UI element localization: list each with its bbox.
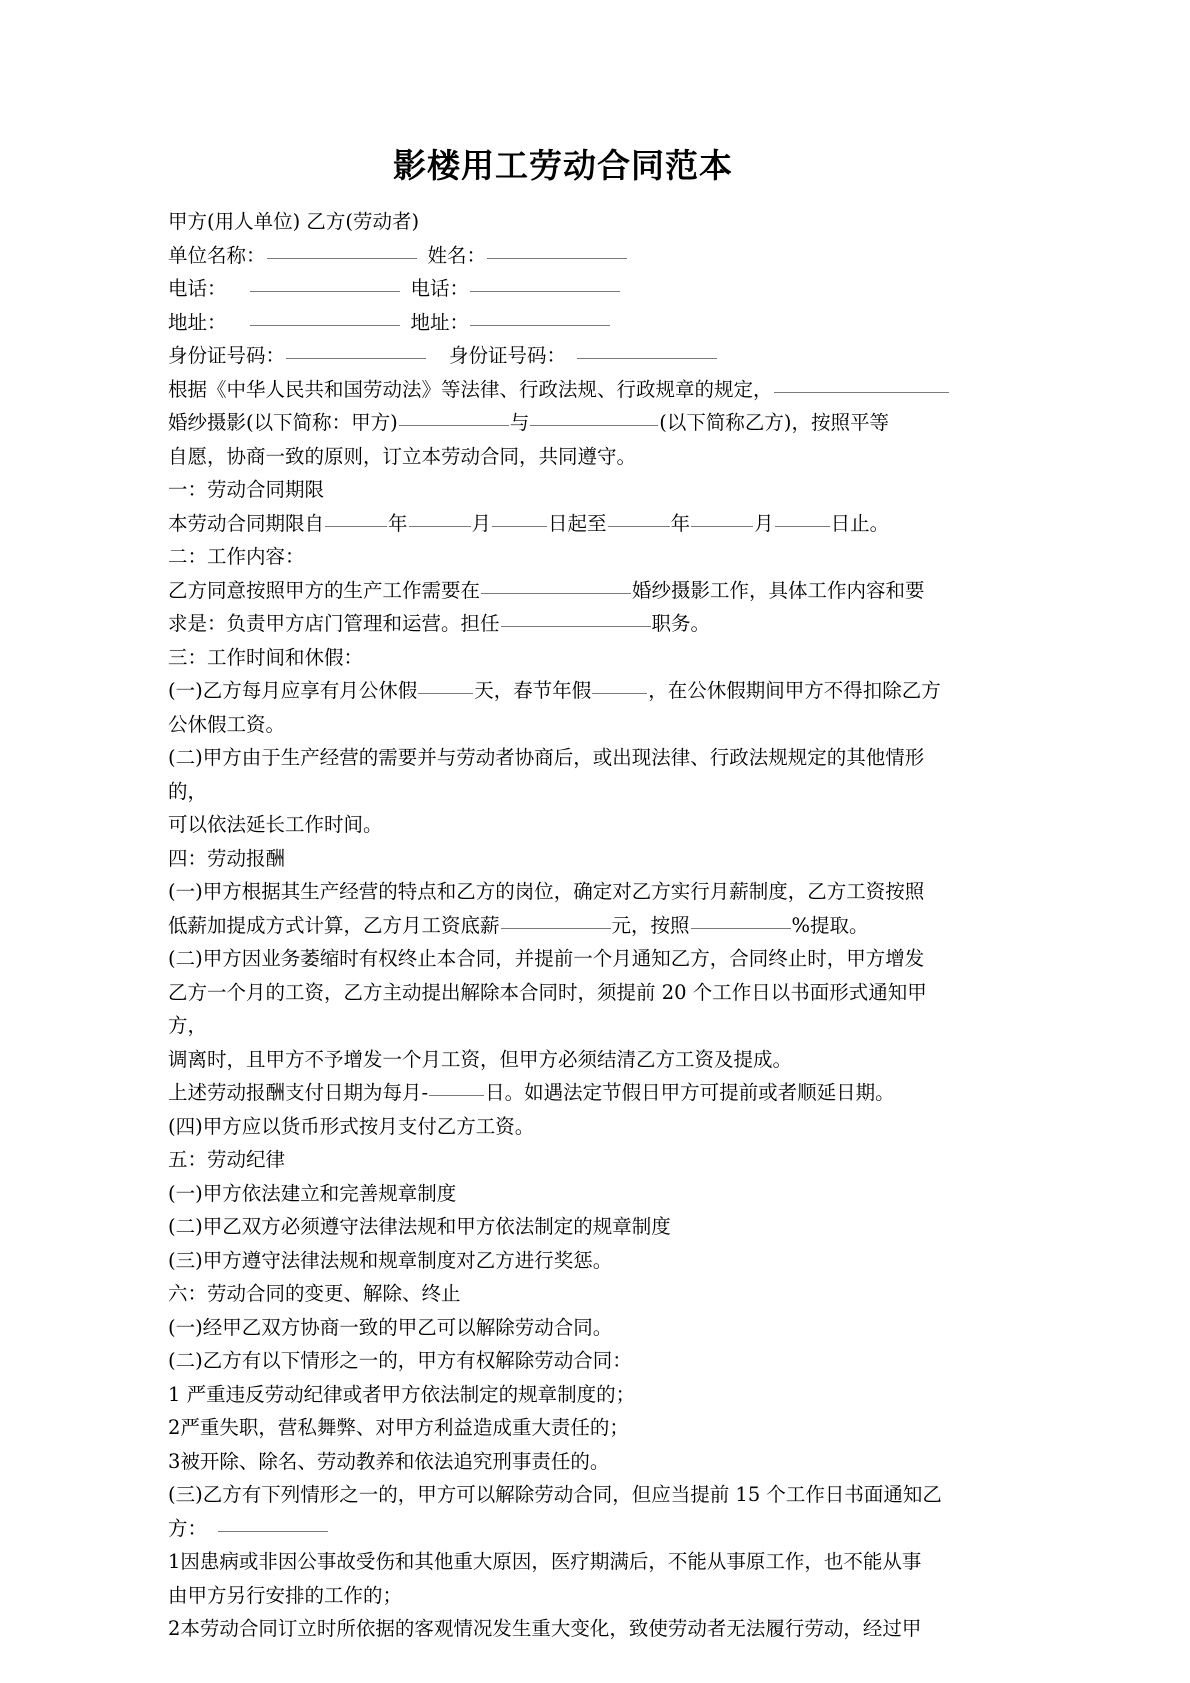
term-blank-year-start[interactable] <box>325 525 387 527</box>
field-label-name: 姓名： <box>427 243 487 267</box>
field-blank-unit-name[interactable] <box>267 257 417 259</box>
field-label-unit-name: 单位名称： <box>168 243 266 267</box>
notice-text-b: 方： <box>168 1516 208 1540</box>
field-label-address-b: 地址： <box>410 310 470 334</box>
term-blank-month-end[interactable] <box>691 525 753 527</box>
holiday-blank-days[interactable] <box>418 692 473 694</box>
term-text-b: 年 <box>388 511 408 535</box>
notice-line-2 <box>168 1512 958 1546</box>
section-heading-4: 四：劳动报酬 <box>168 846 286 870</box>
term-text-c: 月 <box>471 511 492 535</box>
wage-blank-commission-rate[interactable] <box>691 927 791 929</box>
holiday-text-a: (一)乙方每月应享有月公休假 <box>168 679 418 702</box>
field-blank-address-b[interactable] <box>470 324 610 326</box>
field-blank-id-b[interactable] <box>577 357 717 359</box>
discipline-line-3: (三)甲方遵守法律法规和规章制度对乙方进行奖惩。 <box>168 1248 613 1272</box>
notice-item-1b: 由甲方另行安排的工作的； <box>168 1583 403 1607</box>
pay-date-text-a: 上述劳动报酬支付日期为每月- <box>168 1081 429 1104</box>
pay-date-line <box>168 1076 958 1110</box>
field-label-phone-a: 电话： <box>168 277 227 300</box>
term-blank-day-end[interactable] <box>775 525 830 527</box>
section-heading-3: 三：工作时间和休假： <box>168 645 364 669</box>
field-blank-id-a[interactable] <box>286 357 426 359</box>
field-label-id-b: 身份证号码： <box>449 344 567 367</box>
term-text-g: 日止。 <box>830 511 890 535</box>
section-heading-5: 五：劳动纪律 <box>168 1148 286 1171</box>
holiday-text-c: ，在公休假期间甲方不得扣除乙方 <box>648 679 941 702</box>
work-text-b: 婚纱摄影工作，具体工作内容和要 <box>632 578 925 602</box>
wage-text-d: %提取。 <box>791 913 869 937</box>
change-item-3: 3被开除、除名、劳动教养和依法追究刑事责任的。 <box>168 1449 610 1473</box>
field-label-address-a: 地址： <box>168 310 227 334</box>
preamble-line-3: 自愿，协商一致的原则，订立本劳动合同，共同遵守。 <box>168 444 637 468</box>
termination-line-2: 乙方一个月的工资，乙方主动提出解除本合同时，须提前 20 个工作日以书面形式通知甲方， <box>168 980 927 1037</box>
preamble-text-2b: 与 <box>509 411 530 434</box>
overtime-line-2: 的， <box>168 779 208 803</box>
wage-blank-base-salary[interactable] <box>501 927 611 929</box>
holiday-text-b: 天，春节年假 <box>474 679 592 702</box>
field-blank-address-a[interactable] <box>250 324 400 326</box>
preamble-line-2 <box>168 406 958 440</box>
field-row-address <box>168 306 958 340</box>
term-text-a: 本劳动合同期限自 <box>168 511 325 535</box>
term-blank-month-start[interactable] <box>409 525 471 527</box>
change-line-1: (一)经甲乙双方协商一致的甲乙可以解除劳动合同。 <box>168 1315 613 1339</box>
termination-line-3: 调离时，且甲方不予增发一个月工资，但甲方必须结清乙方工资及提成。 <box>168 1047 793 1071</box>
currency-payment-line: (四)甲方应以货币形式按月支付乙方工资。 <box>168 1114 535 1138</box>
section-heading-6: 六：劳动合同的变更、解除、终止 <box>168 1282 461 1305</box>
field-blank-phone-b[interactable] <box>470 290 620 292</box>
preamble-text-2c: (以下简称乙方)，按照平等 <box>659 411 889 434</box>
preamble-blank-1[interactable] <box>774 391 949 393</box>
parties-header: 甲方(用人单位) 乙方(劳动者) <box>168 210 420 233</box>
holiday-blank-spring-festival[interactable] <box>592 692 647 694</box>
wage-text-b: 低薪加提成方式计算，乙方月工资底薪 <box>168 913 500 937</box>
field-row-phone <box>168 272 958 306</box>
termination-line-1: (二)甲方因业务萎缩时有权终止本合同，并提前一个月通知乙方，合同终止时，甲方增发 <box>168 947 925 970</box>
work-content-line-1 <box>168 574 958 608</box>
field-blank-phone-a[interactable] <box>250 290 400 292</box>
field-blank-name[interactable] <box>487 257 627 259</box>
preamble-line-1 <box>168 373 958 407</box>
notice-line-1: (三)乙方有下列情形之一的，甲方可以解除劳动合同，但应当提前 15 个工作日书面通知乙 <box>168 1483 942 1506</box>
work-blank-location[interactable] <box>481 592 631 594</box>
wage-text-c: 元，按照 <box>611 913 690 937</box>
holiday-line-2: 公休假工资。 <box>168 712 286 736</box>
discipline-line-1: (一)甲方依法建立和完善规章制度 <box>168 1181 457 1205</box>
pay-date-blank[interactable] <box>429 1094 484 1096</box>
field-row-unit-name <box>168 239 958 273</box>
section-heading-2: 二：工作内容： <box>168 545 305 568</box>
term-text-f: 月 <box>754 511 774 535</box>
change-line-2: (二)乙方有以下情形之一的，甲方有权解除劳动合同： <box>168 1349 632 1372</box>
contract-term-line <box>168 507 958 541</box>
overtime-line-1: (二)甲方由于生产经营的需要并与劳动者协商后，或出现法律、行政法规规定的其他情形 <box>168 746 925 769</box>
holiday-line-1 <box>168 674 958 708</box>
wage-line-1: (一)甲方根据其生产经营的特点和乙方的岗位，确定对乙方实行月薪制度，乙方工资按照 <box>168 880 925 903</box>
page-title: 影楼用工劳动合同范本 <box>393 146 733 185</box>
field-label-phone-b: 电话： <box>410 277 470 300</box>
notice-item-2: 2本劳动合同订立时所依据的客观情况发生重大变化，致使劳动者无法履行劳动，经过甲 <box>168 1617 922 1640</box>
term-blank-day-start[interactable] <box>492 525 547 527</box>
work-text-a: 乙方同意按照甲方的生产工作需要在 <box>168 578 481 602</box>
overtime-line-3: 可以依法延长工作时间。 <box>168 813 383 836</box>
discipline-line-2: (二)甲乙双方必须遵守法律法规和甲方依法制定的规章制度 <box>168 1215 671 1238</box>
preamble-text-2a: 婚纱摄影(以下简称：甲方) <box>168 411 398 434</box>
preamble-blank-2a[interactable] <box>399 424 509 426</box>
change-item-1: 1 严重违反劳动纪律或者甲方依法制定的规章制度的； <box>168 1382 636 1406</box>
document-body <box>168 143 958 1646</box>
section-heading-1: 一：劳动合同期限 <box>168 478 325 501</box>
wage-line-2 <box>168 909 958 943</box>
work-text-d: 职务。 <box>651 612 711 635</box>
pay-date-text-b: 日。如遇法定节假日甲方可提前或者顺延日期。 <box>485 1081 895 1104</box>
term-blank-year-end[interactable] <box>608 525 670 527</box>
field-row-id-number <box>168 339 958 373</box>
term-text-e: 年 <box>670 511 691 535</box>
term-text-d: 日起至 <box>548 511 607 535</box>
work-text-c: 求是：负责甲方店门管理和运营。担任 <box>168 612 500 635</box>
work-blank-position[interactable] <box>501 625 651 627</box>
work-content-line-2 <box>168 607 958 641</box>
change-item-2: 2严重失职，营私舞弊、对甲方利益造成重大责任的； <box>168 1416 629 1439</box>
notice-blank-party-b[interactable] <box>218 1530 328 1532</box>
notice-item-1a: 1因患病或非因公事故受伤和其他重大原因，医疗期满后，不能从事原工作，也不能从事 <box>168 1550 922 1573</box>
field-label-id-a: 身份证号码： <box>168 344 286 367</box>
preamble-text-1: 根据《中华人民共和国劳动法》等法律、行政法规、行政规章的规定， <box>168 377 773 401</box>
preamble-blank-2b[interactable] <box>530 424 658 426</box>
